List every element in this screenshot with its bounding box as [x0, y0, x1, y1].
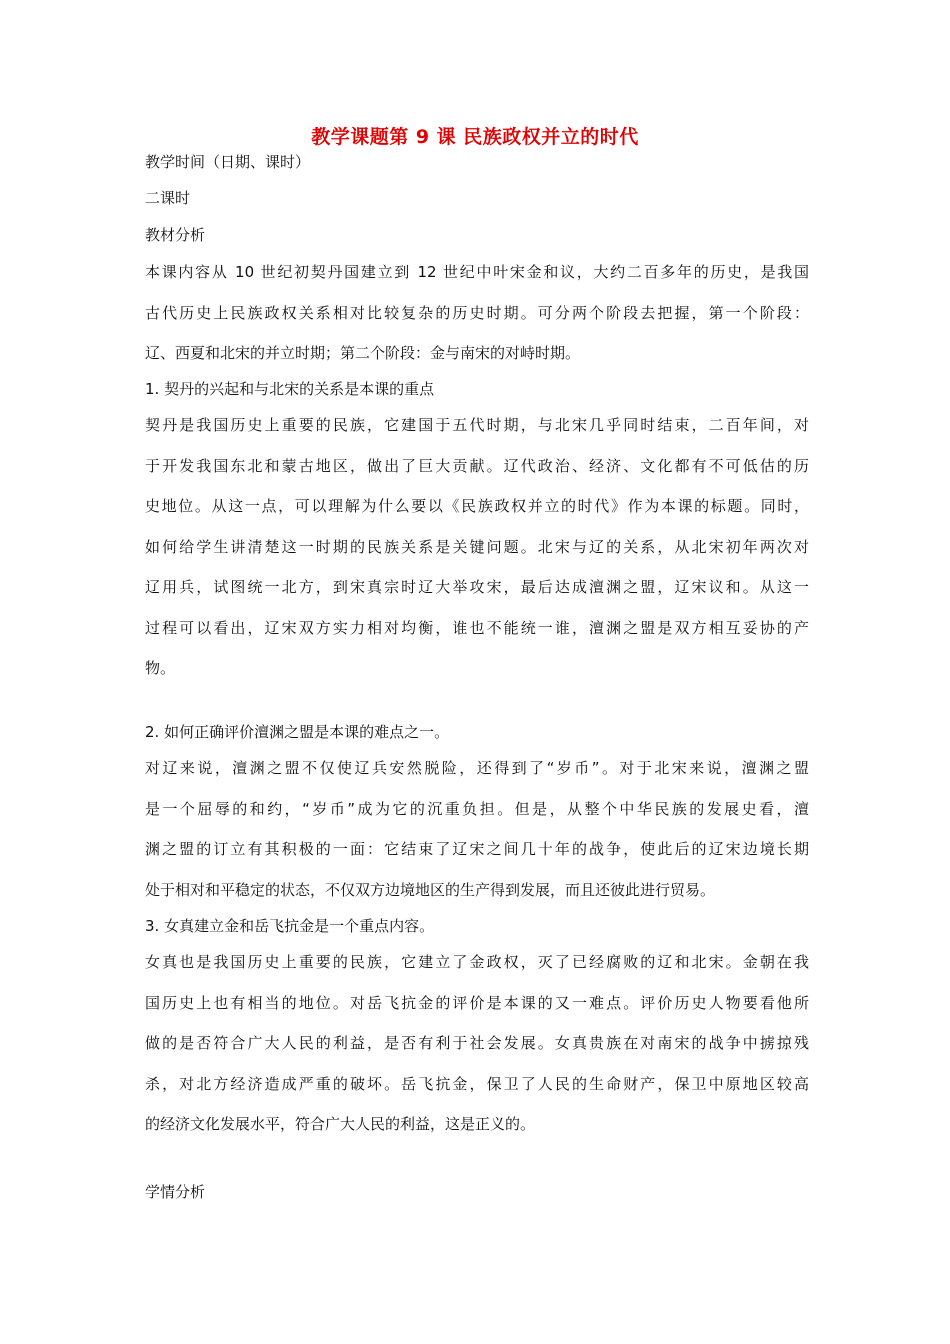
document-title: 教学课题第 9 课 民族政权并立的时代 [311, 126, 639, 148]
paragraph-line: 辽、西夏和北宋的并立时期；第二个阶段：金与南宋的对峙时期。 [145, 344, 581, 362]
numbered-point-3: 3. 女真建立金和岳飞抗金是一个重点内容。 [145, 917, 435, 935]
paragraph-line: 渊之盟的订立有其积极的一面：它结束了辽宋之间几十年的战争，使此后的辽宋边境长期 [145, 840, 809, 858]
paragraph-line: 本课内容从 10 世纪初契丹国建立到 12 世纪中叶宋金和议，大约二百多年的历史，是我国 [145, 263, 809, 281]
paragraph-line: 女真也是我国历史上重要的民族，它建立了金政权，灭了已经腐败的辽和北宋。金朝在我 [145, 953, 809, 971]
paragraph-line: 史地位。从这一点，可以理解为什么要以《民族政权并立的时代》作为本课的标题。同时， [145, 497, 809, 515]
paragraph-line: 于开发我国东北和蒙古地区，做出了巨大贡献。辽代政治、经济、文化都有不可低估的历 [145, 457, 809, 475]
paragraph-line: 古代历史上民族政权关系相对比较复杂的历史时期。可分两个阶段去把握，第一个阶段： [145, 304, 809, 322]
paragraph-line: 处于相对和平稳定的状态，不仅双方边境地区的生产得到发展，而且还彼此进行贸易。 [145, 881, 716, 899]
section-heading-students: 学情分析 [145, 1183, 206, 1201]
teaching-time-label: 教学时间（日期、课时） [145, 153, 311, 171]
paragraph-line: 辽用兵，试图统一北方，到宋真宗时辽大举攻宋，最后达成澶渊之盟，辽宋议和。从这一 [145, 578, 809, 596]
paragraph-line: 物。 [145, 659, 176, 677]
numbered-point-1: 1. 契丹的兴起和与北宋的关系是本课的重点 [145, 380, 435, 398]
paragraph-line: 过程可以看出，辽宋双方实力相对均衡，谁也不能统一谁，澶渊之盟是双方相互妥协的产 [145, 619, 809, 637]
paragraph-line: 契丹是我国历史上重要的民族，它建国于五代时期，与北宋几乎同时结束，二百年间，对 [145, 416, 809, 434]
paragraph-line: 杀，对北方经济造成严重的破坏。岳飞抗金，保卫了人民的生命财产，保卫中原地区较高 [145, 1075, 809, 1093]
paragraph-line: 的经济文化发展水平，符合广大人民的利益，这是正义的。 [145, 1115, 536, 1133]
section-heading-materials: 教材分析 [145, 226, 206, 244]
paragraph-line: 对辽来说，澶渊之盟不仅使辽兵安然脱险，还得到了“岁币”。对于北宋来说，澶渊之盟 [145, 759, 809, 777]
class-hours: 二课时 [145, 189, 191, 207]
numbered-point-2: 2. 如何正确评价澶渊之盟是本课的难点之一。 [145, 723, 450, 741]
paragraph-line: 国历史上也有相当的地位。对岳飞抗金的评价是本课的又一难点。评价历史人物要看他所 [145, 994, 809, 1012]
paragraph-line: 做的是否符合广大人民的利益，是否有利于社会发展。女真贵族在对南宋的战争中掳掠残 [145, 1034, 809, 1052]
paragraph-line: 是一个屈辱的和约，“岁币”成为它的沉重负担。但是，从整个中华民族的发展史看，澶 [145, 800, 809, 818]
paragraph-line: 如何给学生讲清楚这一时期的民族关系是关键问题。北宋与辽的关系，从北宋初年两次对 [145, 538, 809, 556]
